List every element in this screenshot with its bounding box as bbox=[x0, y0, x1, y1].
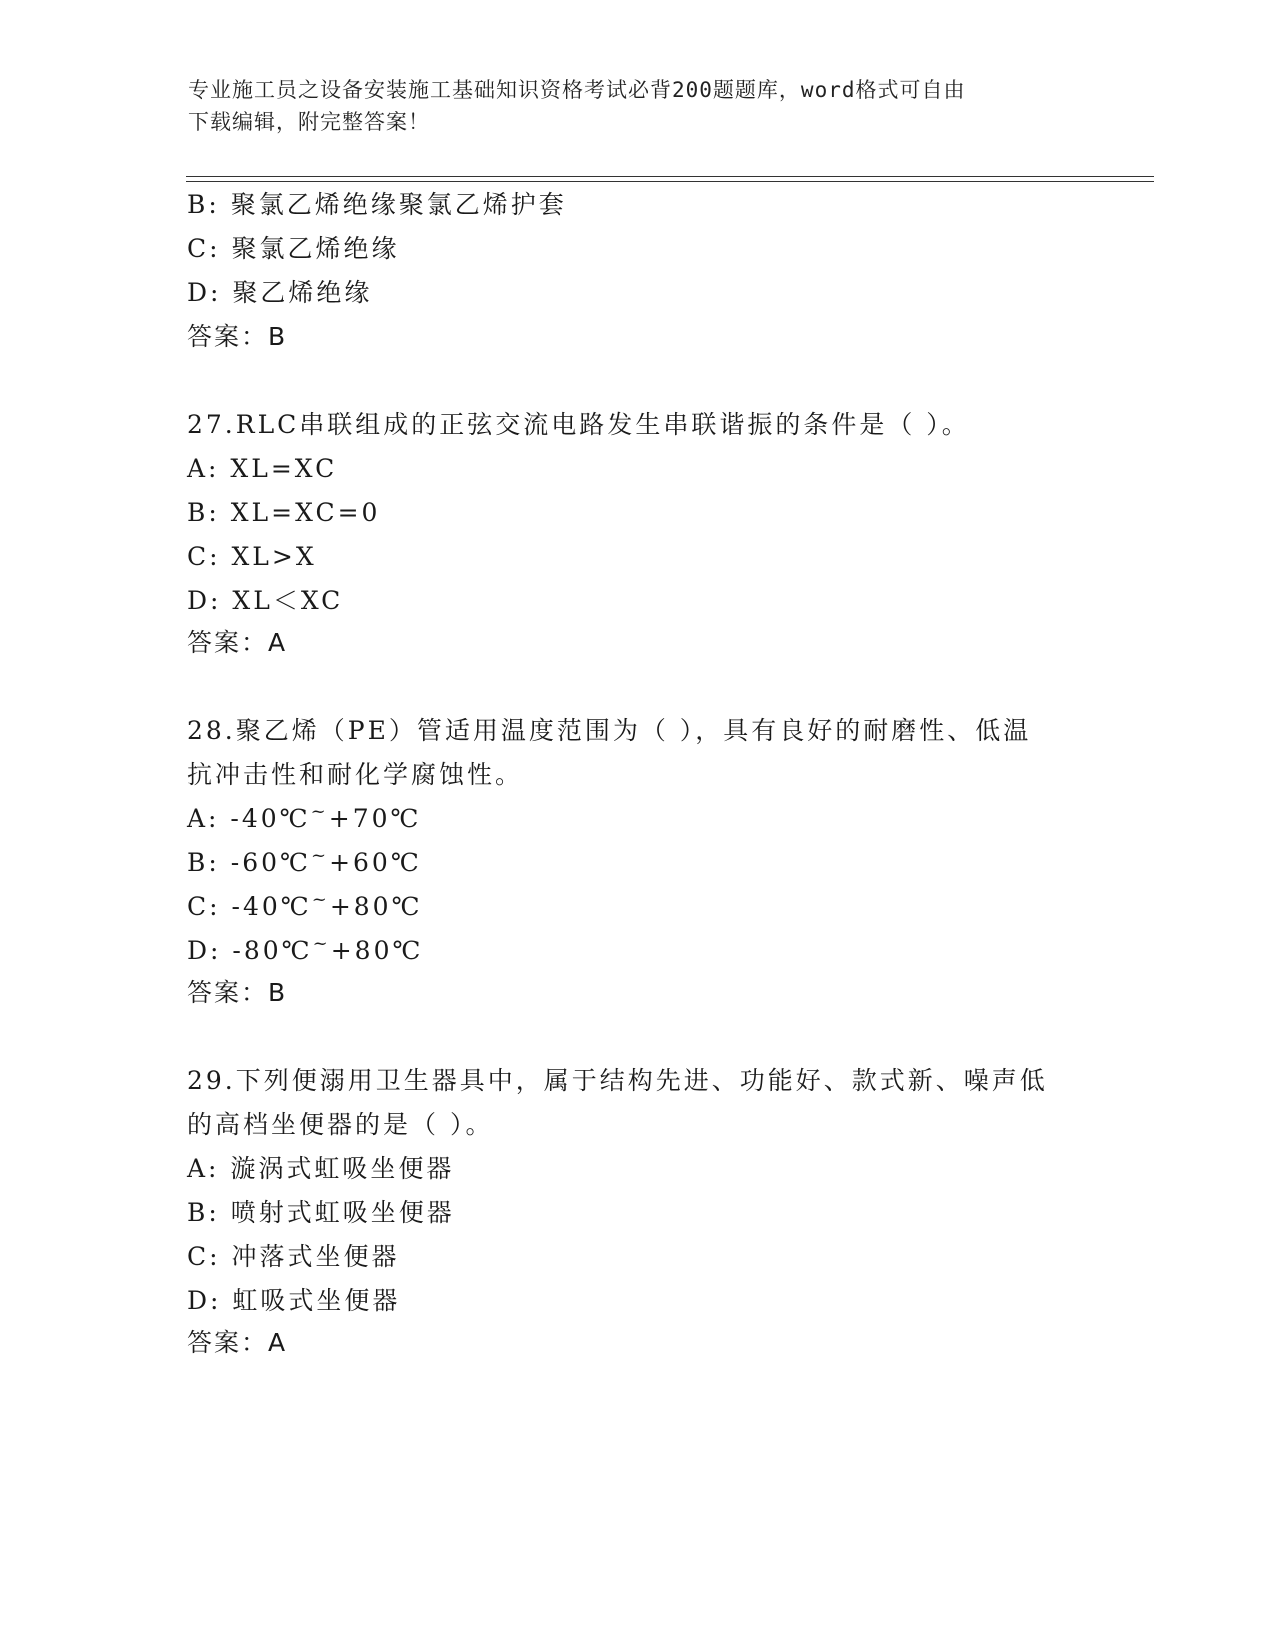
header-divider-top bbox=[186, 176, 1154, 177]
q28-option-a-suffix: +70℃ bbox=[328, 804, 422, 833]
q28-option-c-suffix: +80℃ bbox=[329, 892, 423, 921]
q29-option-b: B: 喷射式虹吸坐便器 bbox=[187, 1198, 455, 1227]
header-line-1: 专业施工员之设备安装施工基础知识资格考试必背200题题库，word格式可自由 bbox=[188, 78, 966, 102]
q28-option-a-tilde: ~ bbox=[310, 801, 329, 822]
q29-option-c: C: 冲落式坐便器 bbox=[187, 1242, 400, 1271]
q28-option-c-tilde: ~ bbox=[311, 889, 330, 910]
q28-option-d-tilde: ~ bbox=[312, 933, 331, 954]
q28-option-b-tilde: ~ bbox=[310, 845, 330, 866]
q27-option-d: D: XL＜XC bbox=[187, 586, 344, 615]
q28-option-a bbox=[187, 802, 421, 839]
q27-answer: 答案：A bbox=[187, 628, 288, 657]
prev-option-d: D: 聚乙烯绝缘 bbox=[187, 278, 373, 307]
q28-option-d-prefix: D: -80℃ bbox=[187, 936, 313, 965]
q28-stem-line-1: 28.聚乙烯（PE）管适用温度范围为（ ），具有良好的耐磨性、低温 bbox=[187, 716, 1032, 745]
q27-stem: 27.RLC串联组成的正弦交流电路发生串联谐振的条件是（ ）。 bbox=[187, 410, 970, 439]
q28-option-b bbox=[187, 846, 422, 883]
header-line-2: 下载编辑，附完整答案！ bbox=[188, 110, 430, 134]
document-header bbox=[188, 74, 1088, 138]
header-divider-bottom bbox=[186, 181, 1154, 182]
q29-stem-line-2: 的高档坐便器的是（ ）。 bbox=[187, 1110, 494, 1139]
prev-answer: 答案：B bbox=[187, 322, 288, 351]
q28-option-b-suffix: +60℃ bbox=[329, 848, 422, 877]
q27-option-b: B: XL=XC=0 bbox=[187, 498, 381, 527]
q28-stem-line-2: 抗冲击性和耐化学腐蚀性。 bbox=[187, 760, 524, 789]
q28-option-a-prefix: A: -40℃ bbox=[187, 804, 311, 833]
q28-option-b-prefix: B: -60℃ bbox=[187, 848, 311, 877]
prev-option-b: B: 聚氯乙烯绝缘聚氯乙烯护套 bbox=[187, 190, 567, 219]
q27-option-c: C: XL>X bbox=[187, 542, 317, 571]
prev-option-c: C: 聚氯乙烯绝缘 bbox=[187, 234, 400, 263]
q29-answer: 答案：A bbox=[187, 1328, 288, 1357]
q28-option-d-suffix: +80℃ bbox=[330, 936, 424, 965]
q29-stem-line-1: 29.下列便溺用卫生器具中，属于结构先进、功能好、款式新、噪声低 bbox=[187, 1066, 1048, 1095]
q29-option-d: D: 虹吸式坐便器 bbox=[187, 1286, 401, 1315]
q28-option-c bbox=[187, 890, 423, 927]
q29-option-a: A: 漩涡式虹吸坐便器 bbox=[187, 1154, 455, 1183]
q28-option-d bbox=[187, 934, 423, 971]
q28-option-c-prefix: C: -40℃ bbox=[187, 892, 312, 921]
q28-answer: 答案：B bbox=[187, 978, 288, 1007]
q27-option-a: A: XL=XC bbox=[187, 454, 338, 483]
